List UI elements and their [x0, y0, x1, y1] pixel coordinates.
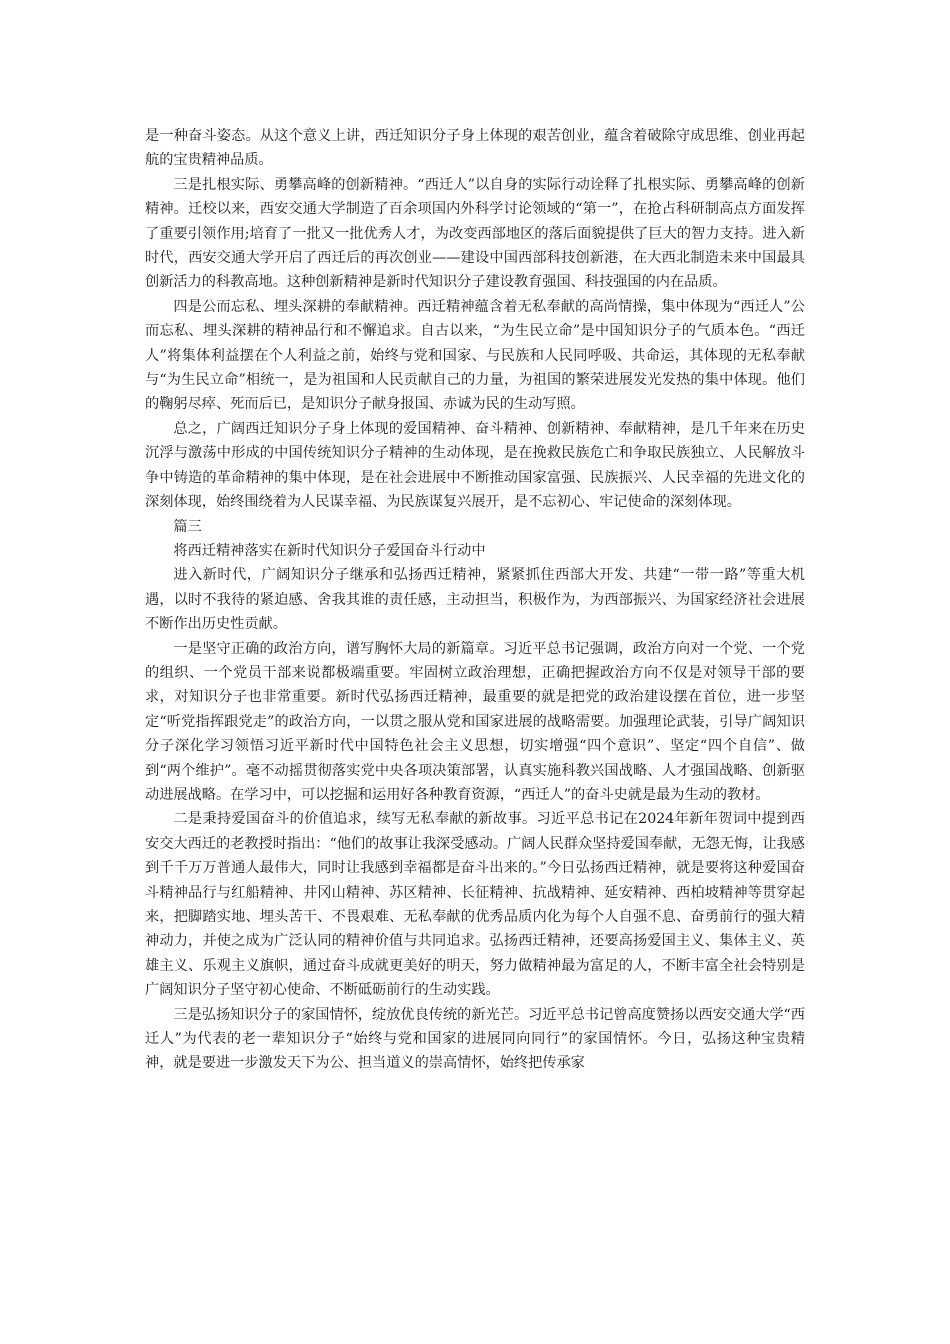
document-body [145, 124, 805, 1076]
paragraph-patriotic-struggle: 二是秉持爱国奋斗的价值追求，续写无私奉献的新故事。习近平总书记在2024年新年贺词中提到西安交大西迁的老教授时指出：“他们的故事让我深受感动。广阔人民群众坚持爱国奉献，无怨无悔，让我感到千千万万普通人最伟大，同时让我感到幸福都是奋斗出来的。”今日弘扬西迁精神，就是要将这种爱国奋斗精神品行与红船精神、井冈山精神、苏区精神、长征精神、抗战精神、延安精神、西柏坡精神等贯穿起来，把脚踏实地、埋头苦干、不畏艰难、无私奉献的优秀品质内化为每个人自强不息、奋勇前行的强大精神动力，并使之成为广泛认同的精神价值与共同追求。弘扬西迁精神，还要高扬爱国主义、集体主义、英雄主义、乐观主义旗帜，通过奋斗成就更美好的明天，努力做精神最为富足的人，不断丰富全社会特别是广阔知识分子坚守初心使命、不断砥砺前行的生动实践。 [145, 811, 805, 999]
paragraph-continuation: 是一种奋斗姿态。从这个意义上讲，西迁知识分子身上体现的艰苦创业，蕴含着破除守成思维、创业再起航的宝贵精神品质。 [145, 128, 805, 169]
paragraph-intro: 进入新时代，广阔知识分子继承和弘扬西迁精神，紧紧抓住西部大开发、共建“一带一路”等重大机遇，以时不我待的紧迫感、舍我其谁的责任感，主动担当，积极作为，为西部振兴、为国家经济社会进展不断作出历史性贡献。 [145, 567, 805, 633]
paragraph-political-direction: 一是坚守正确的政治方向，谱写胸怀大局的新篇章。习近平总书记强调，政治方向对一个党、一个党的组织、一个党员干部来说都极端重要。牢固树立政治理想，正确把握政治方向不仅是对领导干部的要求，对知识分子也非常重要。新时代弘扬西迁精神，最重要的就是把党的政治建设摆在首位，进一步坚定“听党指挥跟党走”的政治方向，一以贯之服从党和国家进展的战略需要。加强理论武装，引导广阔知识分子深化学习领悟习近平新时代中国特色社会主义思想，切实增强“四个意识”、坚定“四个自信”、做到“两个维护”。毫不动摇贯彻落实党中央各项决策部署，认真实施科教兴国战略、人才强国战略、创新驱动进展战略。在学习中，可以挖掘和运用好各种教育资源，“西迁人”的奋斗史就是最为生动的教材。 [145, 640, 805, 803]
section-label: 篇三 [173, 518, 202, 535]
section-title: 将西迁精神落实在新时代知识分子爱国奋斗行动中 [173, 542, 486, 559]
paragraph-summary: 总之，广阔西迁知识分子身上体现的爱国精神、奋斗精神、创新精神、奉献精神，是几千年来在历史沉浮与激荡中形成的中国传统知识分子精神的生动体现，是在挽救民族危亡和争取民族独立、人民解放斗争中铸造的革命精神的集中体现，是在社会进展中不断推动国家富强、民族振兴、人民幸福的先进文化的深刻体现，始终围绕着为人民谋幸福、为民族谋复兴展开，是不忘初心、牢记使命的深刻体现。 [145, 420, 805, 511]
paragraph-innovation-spirit: 三是扎根实际、勇攀高峰的创新精神。“西迁人”以自身的实际行动诠释了扎根实际、勇攀高峰的创新精神。迁校以来，西安交通大学制造了百余项国内外科学讨论领域的“第一”，在抢占科研制高点方面发挥了重要引领作用;培育了一批又一批优秀人才，为改变西部地区的落后面貌提供了巨大的智力支持。进入新时代，西安交通大学开启了西迁后的再次创业——建设中国西部科技创新港，在大西北制造未来中国最具创新活力的科教高地。这种创新精神是新时代知识分子建设教育强国、科技强国的内在品质。 [145, 176, 805, 291]
paragraph-dedication-spirit: 四是公而忘私、埋头深耕的奉献精神。西迁精神蕴含着无私奉献的高尚情操，集中体现为“西迁人”公而忘私、埋头深耕的精神品行和不懈追求。自古以来，“为生民立命”是中国知识分子的气质本色。“西迁人”将集体利益摆在个人利益之前，始终与党和国家、与民族和人民同呼吸、共命运，其体现的无私奉献与“为生民立命”相统一，是为祖国和人民贡献自己的力量，为祖国的繁荣进展发光发热的集中体现。他们的鞠躬尽瘁、死而后已，是知识分子献身报国、赤诚为民的生动写照。 [145, 298, 805, 413]
paragraph-family-country: 三是弘扬知识分子的家国情怀，绽放优良传统的新光芒。习近平总书记曾高度赞扬以西安交通大学“西迁人”为代表的老一辈知识分子“始终与党和国家的进展同向同行”的家国情怀。今日，弘扬这种宝贵精神，就是要进一步激发天下为公、担当道义的崇高情怀，始终把传承家 [145, 1006, 805, 1072]
